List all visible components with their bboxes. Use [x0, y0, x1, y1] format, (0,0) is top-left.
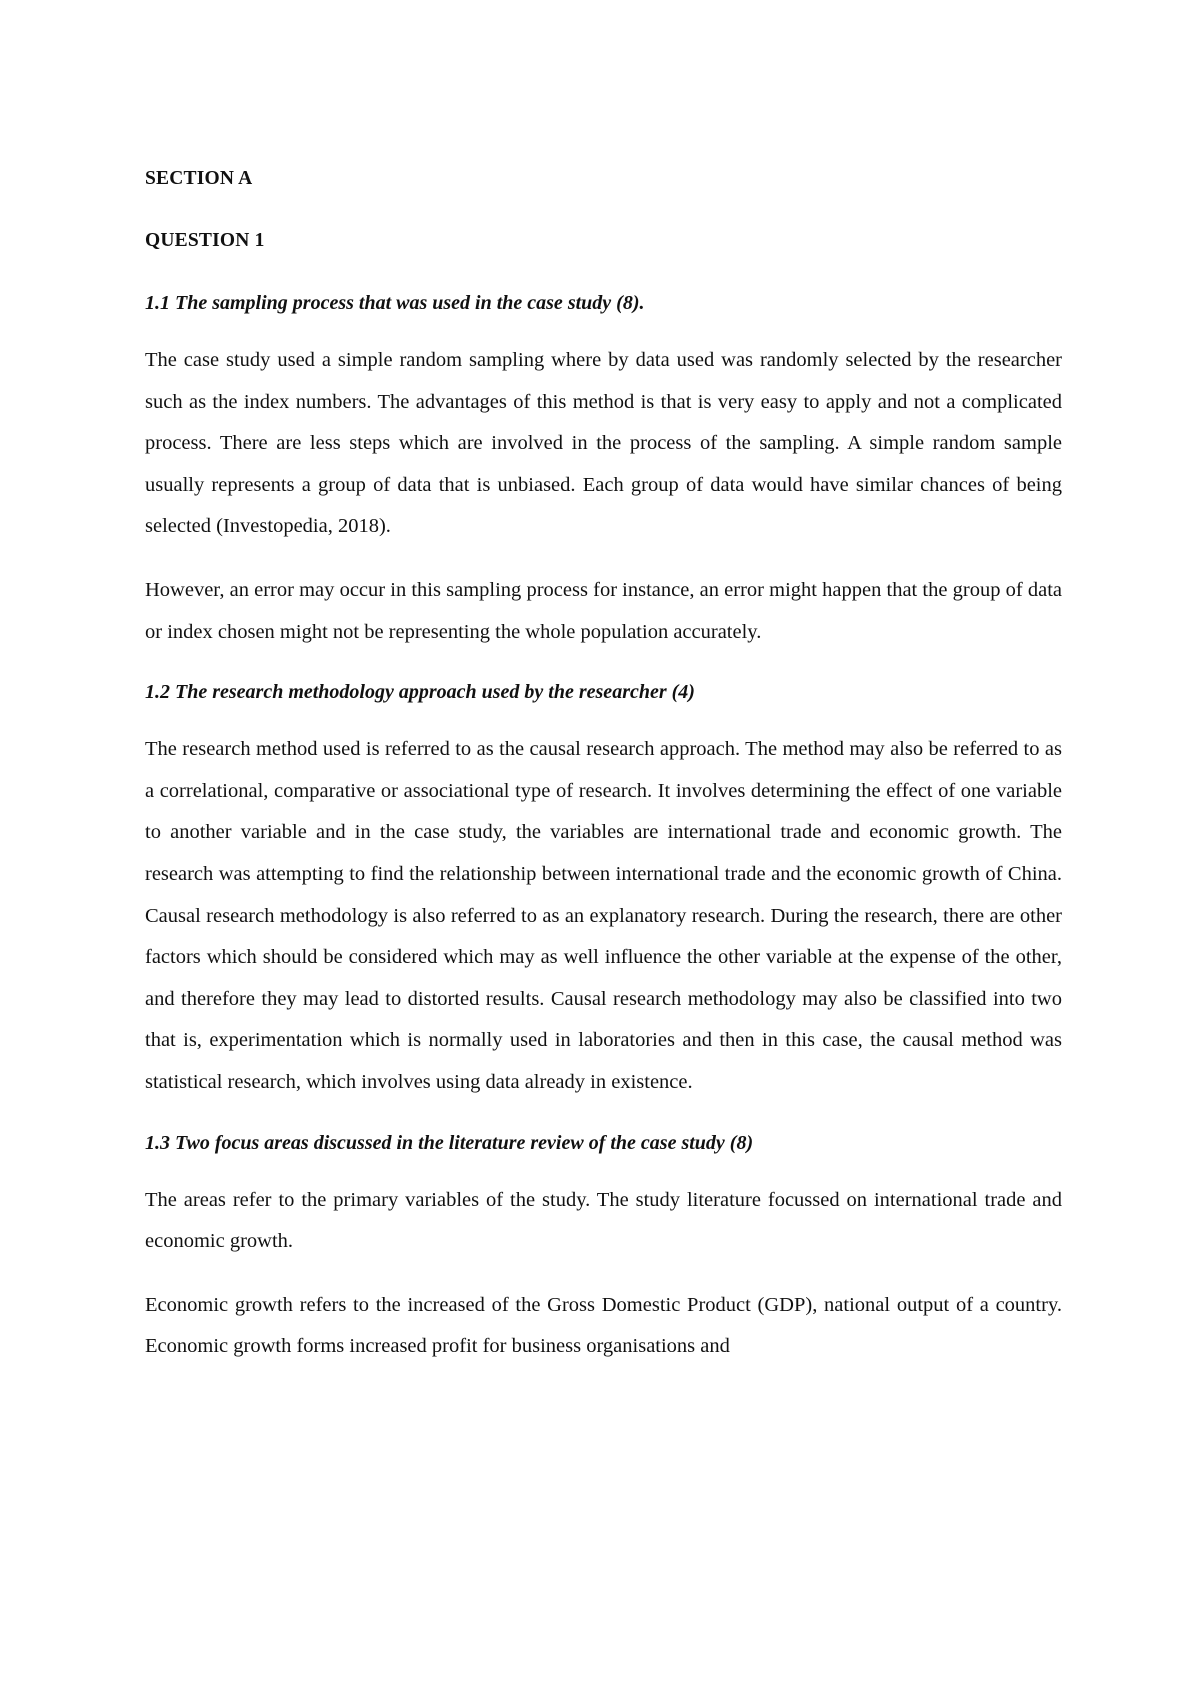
paragraph-1-3-a: The areas refer to the primary variables of the study. The study literature focussed on international trade and economic growth. — [145, 1188, 1062, 1253]
section-title: SECTION A — [145, 168, 253, 189]
paragraph-1-2-a: The research method used is referred to as the causal research approach. The method may also be referred to as a correlational, comparative or associational type of research. It involves determining the effect of one variable to another variable and in the case study, the variables are international trade and economic growth. The research was attempting to find the relationship between international trade and the economic growth of China. Causal research methodology is also referred to as an explanatory research. During the research, there are other factors which should be considered which may as well influence the other variable at the expense of the other, and therefore they may lead to distorted results. Causal research methodology may also be classified into two that is, experimentation which is normally used in laboratories and then in this case, the causal method was statistical research, which involves using data already in existence. — [145, 738, 1062, 1093]
subheading-1-3: 1.3 Two focus areas discussed in the literature review of the case study (8) — [145, 1131, 754, 1154]
subheading-1-2: 1.2 The research methodology approach used by the researcher (4) — [145, 681, 695, 704]
paragraph-1-3-b: Economic growth refers to the increased of the Gross Domestic Product (GDP), national output of a country. Economic growth forms increased profit for business organisations and — [145, 1293, 1062, 1358]
paragraph-1-1-a: The case study used a simple random sampling where by data used was randomly selected by the researcher such as the index numbers. The advantages of this method is that is very easy to apply and not a complicated process. There are less steps which are involved in the process of the sampling. A simple random sample usually represents a group of data that is unbiased. Each group of data would have similar chances of being selected (Investopedia, 2018). — [145, 349, 1062, 538]
subheading-1-1: 1.1 The sampling process that was used in the case study (8). — [145, 292, 645, 314]
question-title: QUESTION 1 — [145, 230, 265, 251]
document-page — [145, 164, 1062, 1368]
paragraph-1-1-b: However, an error may occur in this sampling process for instance, an error might happen that the group of data or index chosen might not be representing the whole population accurately. — [145, 578, 1062, 643]
